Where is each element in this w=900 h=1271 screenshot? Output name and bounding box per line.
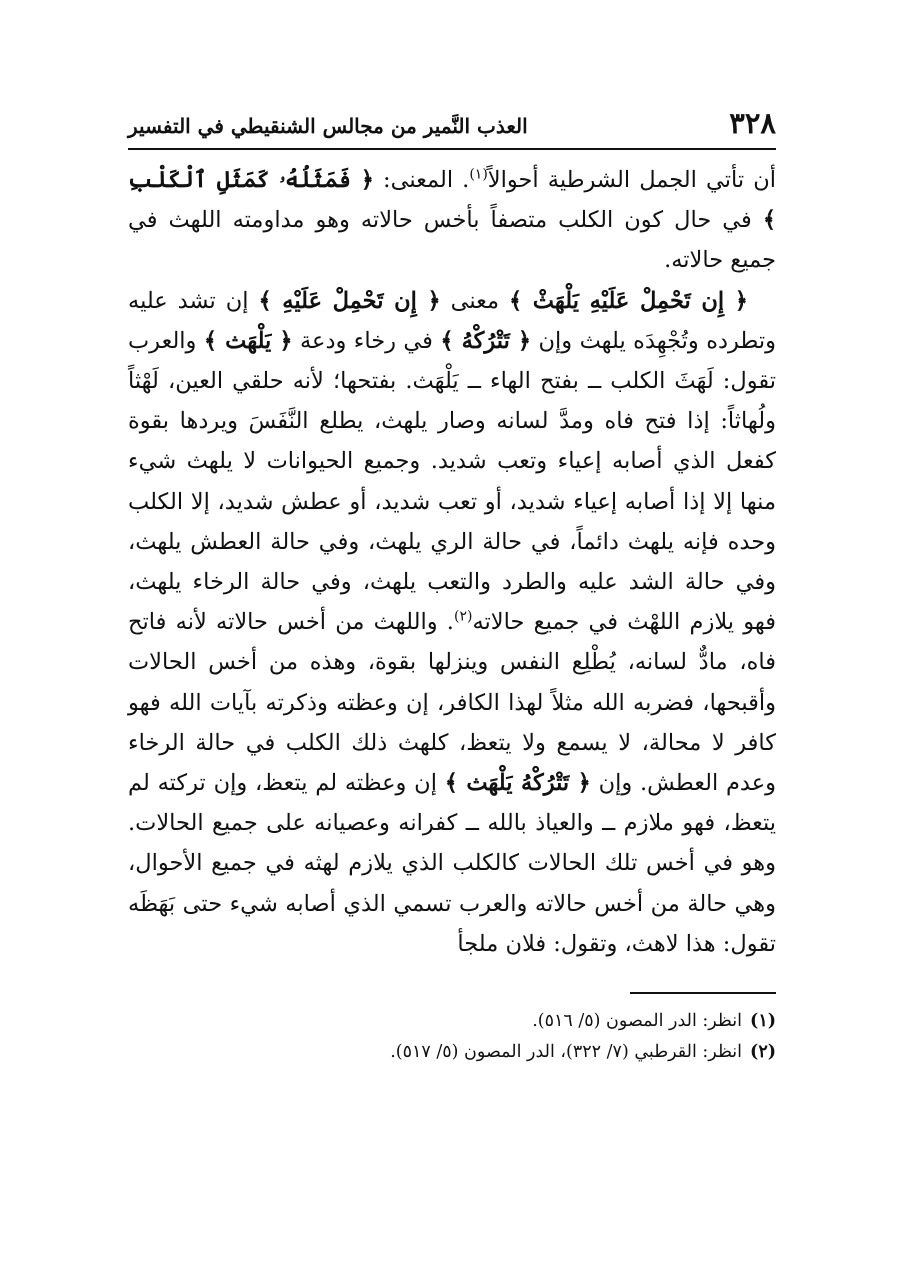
text-run: . واللهث من أخس حالاته لأنه فاتح فاه، مادٌّ لسانه، يُطْلِع النفس وينزلها بقوة، وهذه من أخس الحالات وأقبحها، فضربه الله مثلاً لهذا الكافر، إن وعظته وذكرته بآيات الله فهو كافر لا محالة، لا يسمع ولا يتعظ، كلهث ذلك الكلب في حالة الرخاء وعدم العطش. وإن (128, 609, 776, 797)
footnote-number: (٢) (750, 1042, 776, 1063)
footnote-text: انظر: الدر المصون (٥/ ٥١٦). (532, 1011, 743, 1032)
text-run: . المعنى: (373, 167, 470, 193)
text-run: في حال كون الكلب متصفاً بأخس حالاته وهو مداومته اللهث في جميع حالاته. (128, 207, 776, 274)
quran-quote: ﴿ تَتْرُكْهُ يَلْهَث ﴾ (444, 770, 591, 797)
text-run: معنى (440, 287, 509, 314)
footnote-number: (١) (750, 1011, 776, 1032)
footnotes (128, 1006, 776, 1068)
footnote-text: انظر: القرطبي (٧/ ٣٢٢)، الدر المصون (٥/ ٥١٧). (390, 1042, 743, 1063)
quran-quote: ﴿ إِن تَحْمِلْ عَلَيْهِ ﴾ (258, 287, 441, 314)
text-run: والعرب تقول: لَهَثَ الكلب ــ بفتح الهاء ــ يَلْهَث. بفتحها؛ لأنه حلقي العين، لَهْثاً ولُهاثاً: إذا فتح فاه ومدَّ لسانه وصار يلهث، يطلع النَّفَسَ ويردها بقوة كفعل الذي أصابه إعياء وتعب شديد. وجميع الحيوانات لا يلهث شيء منها إلا إذا أصابه إعياء شديد، أو تعب شديد، أو عطش شديد، إلا الكلب وحده فإنه يلهث دائماً، في حالة الري يلهث، وفي حالة العطش يلهث، وفي حالة الشد عليه والطرد والتعب يلهث، وفي حالة الرخاء يلهث، فهو يلازم اللهْث في جميع حالاته (128, 327, 776, 636)
text-run: أن تأتي الجمل الشرطية أحوالاً (487, 167, 776, 193)
footnote-1 (128, 1006, 776, 1037)
quran-quote: ﴿ فَمَثَلُهُۥ كَمَثَلِ ٱلْكَلْبِ ﴾ (128, 167, 776, 234)
quran-quote: ﴿ تَتْرُكْهُ ﴾ (440, 327, 532, 354)
paragraph-2 (128, 281, 776, 964)
footnote-divider (630, 992, 776, 994)
book-page (128, 100, 776, 1200)
body-text (128, 160, 776, 964)
header-title: العذب النَّمير من مجالس الشنقيطي في التفسير (128, 114, 528, 138)
page-number: ٣٢٨ (729, 106, 776, 140)
running-header (128, 100, 776, 150)
text-run: في رخاء ودعة (292, 327, 441, 354)
text-run: إن وعظته لم يتعظ، وإن تركته لم يتعظ، فهو ملازم ــ والعياذ بالله ــ كفرانه وعصيانه على جميع الحالات. وهو في أخس تلك الحالات كالكلب الذي يلازم لهثه في جميع الأحوال، وهي حالة من أخس حالاته والعرب تسمي الذي أصابه شيء حتى بَهَظَه تقول: هذا لاهث، وتقول: فلان ملجأ (128, 770, 776, 957)
quran-quote: ﴿ يَلْهَث ﴾ (203, 327, 293, 354)
quran-quote: ﴿ إِن تَحْمِلْ عَلَيْهِ يَلْهَثْ ﴾ (509, 287, 748, 314)
paragraph-1 (128, 160, 776, 281)
footnote-ref-2[interactable]: (٢) (453, 608, 473, 625)
footnote-2 (128, 1037, 776, 1068)
text-run: إن تشد عليه وتطرده وتُجْهِدَه يلهث وإن (128, 287, 776, 354)
footnote-ref-1[interactable]: (١) (469, 166, 488, 183)
